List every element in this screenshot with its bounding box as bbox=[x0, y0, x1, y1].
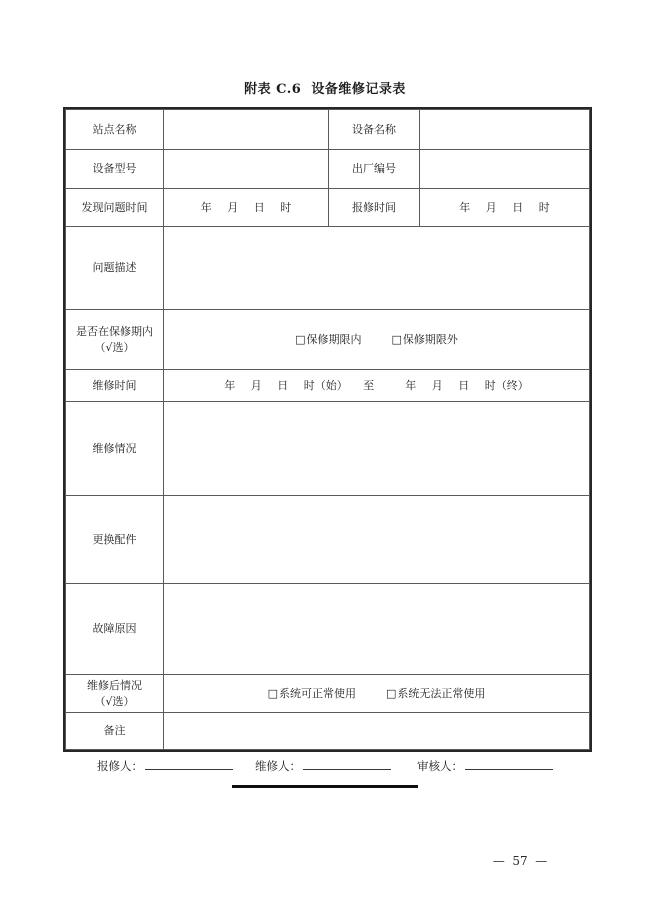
table-row bbox=[66, 227, 590, 310]
repair-time-value-cell: 年 月 日 时（始） 至 年 月 日 时（终） bbox=[164, 370, 590, 402]
system-usable-option bbox=[268, 685, 356, 703]
site-name-value-cell bbox=[164, 110, 329, 150]
footer-divider-bar bbox=[232, 785, 418, 788]
warranty-in-option bbox=[295, 331, 361, 349]
problem-found-time-label: 发现问题时间 bbox=[66, 189, 164, 227]
post-repair-status-label bbox=[66, 675, 164, 713]
warranty-status-options-cell bbox=[164, 310, 590, 370]
reviewer-signature-line bbox=[465, 756, 553, 770]
warranty-status-label bbox=[66, 310, 164, 370]
repair-details-value-cell bbox=[164, 402, 590, 496]
warranty-status-label-line2: （√选） bbox=[94, 340, 135, 354]
page-number: — 57 — bbox=[492, 854, 548, 868]
post-repair-status-label-line2: （√选） bbox=[94, 694, 135, 708]
repairer-signature-line bbox=[303, 756, 391, 770]
report-repair-time-label: 报修时间 bbox=[329, 189, 420, 227]
checkbox-icon: □ bbox=[295, 332, 306, 346]
fault-cause-label: 故障原因 bbox=[66, 584, 164, 675]
reporter-signature-label: 报修人： bbox=[97, 759, 143, 773]
table-row bbox=[66, 675, 590, 713]
device-name-value-cell bbox=[420, 110, 590, 150]
warranty-out-option bbox=[392, 331, 458, 349]
site-name-label: 站点名称 bbox=[66, 110, 164, 150]
table-row bbox=[66, 584, 590, 675]
table-row bbox=[66, 713, 590, 750]
reporter-signature-line bbox=[145, 756, 233, 770]
maintenance-record-table bbox=[63, 107, 592, 752]
warranty-status-label-line1: 是否在保修期内 bbox=[76, 324, 153, 338]
table-row bbox=[66, 110, 590, 150]
table-row bbox=[66, 402, 590, 496]
remarks-value-cell bbox=[164, 713, 590, 750]
post-repair-status-options-cell bbox=[164, 675, 590, 713]
form-title: 附表 C.6 设备维修记录表 bbox=[244, 82, 406, 97]
problem-description-label: 问题描述 bbox=[66, 227, 164, 310]
reviewer-signature bbox=[417, 756, 553, 774]
repair-time-label: 维修时间 bbox=[66, 370, 164, 402]
problem-found-time-value-cell: 年 月 日 时 bbox=[164, 189, 329, 227]
device-model-label: 设备型号 bbox=[66, 150, 164, 189]
repair-details-label: 维修情况 bbox=[66, 402, 164, 496]
reporter-signature bbox=[97, 756, 233, 774]
post-repair-status-label-line1: 维修后情况 bbox=[87, 678, 142, 692]
problem-description-value-cell bbox=[164, 227, 590, 310]
replaced-parts-label: 更换配件 bbox=[66, 496, 164, 584]
table-row bbox=[66, 150, 590, 189]
warranty-in-option-label: 保修期限内 bbox=[306, 332, 362, 346]
factory-number-label: 出厂编号 bbox=[329, 150, 420, 189]
system-unusable-option-label: 系统无法正常使用 bbox=[397, 686, 486, 700]
repairer-signature bbox=[255, 756, 391, 774]
reviewer-signature-label: 审核人： bbox=[417, 759, 463, 773]
fault-cause-value-cell bbox=[164, 584, 590, 675]
repairer-signature-label: 维修人： bbox=[255, 759, 301, 773]
remarks-label: 备注 bbox=[66, 713, 164, 750]
report-repair-time-value-cell: 年 月 日 时 bbox=[420, 189, 590, 227]
table-row bbox=[66, 189, 590, 227]
system-unusable-option bbox=[386, 685, 485, 703]
checkbox-icon: □ bbox=[267, 686, 278, 700]
warranty-out-option-label: 保修期限外 bbox=[402, 332, 458, 346]
replaced-parts-value-cell bbox=[164, 496, 590, 584]
checkbox-icon: □ bbox=[386, 686, 397, 700]
device-name-label: 设备名称 bbox=[329, 110, 420, 150]
table-row bbox=[66, 310, 590, 370]
table-row bbox=[66, 370, 590, 402]
device-model-value-cell bbox=[164, 150, 329, 189]
factory-number-value-cell bbox=[420, 150, 590, 189]
table-row bbox=[66, 496, 590, 584]
system-usable-option-label: 系统可正常使用 bbox=[279, 686, 356, 700]
checkbox-icon: □ bbox=[391, 332, 402, 346]
